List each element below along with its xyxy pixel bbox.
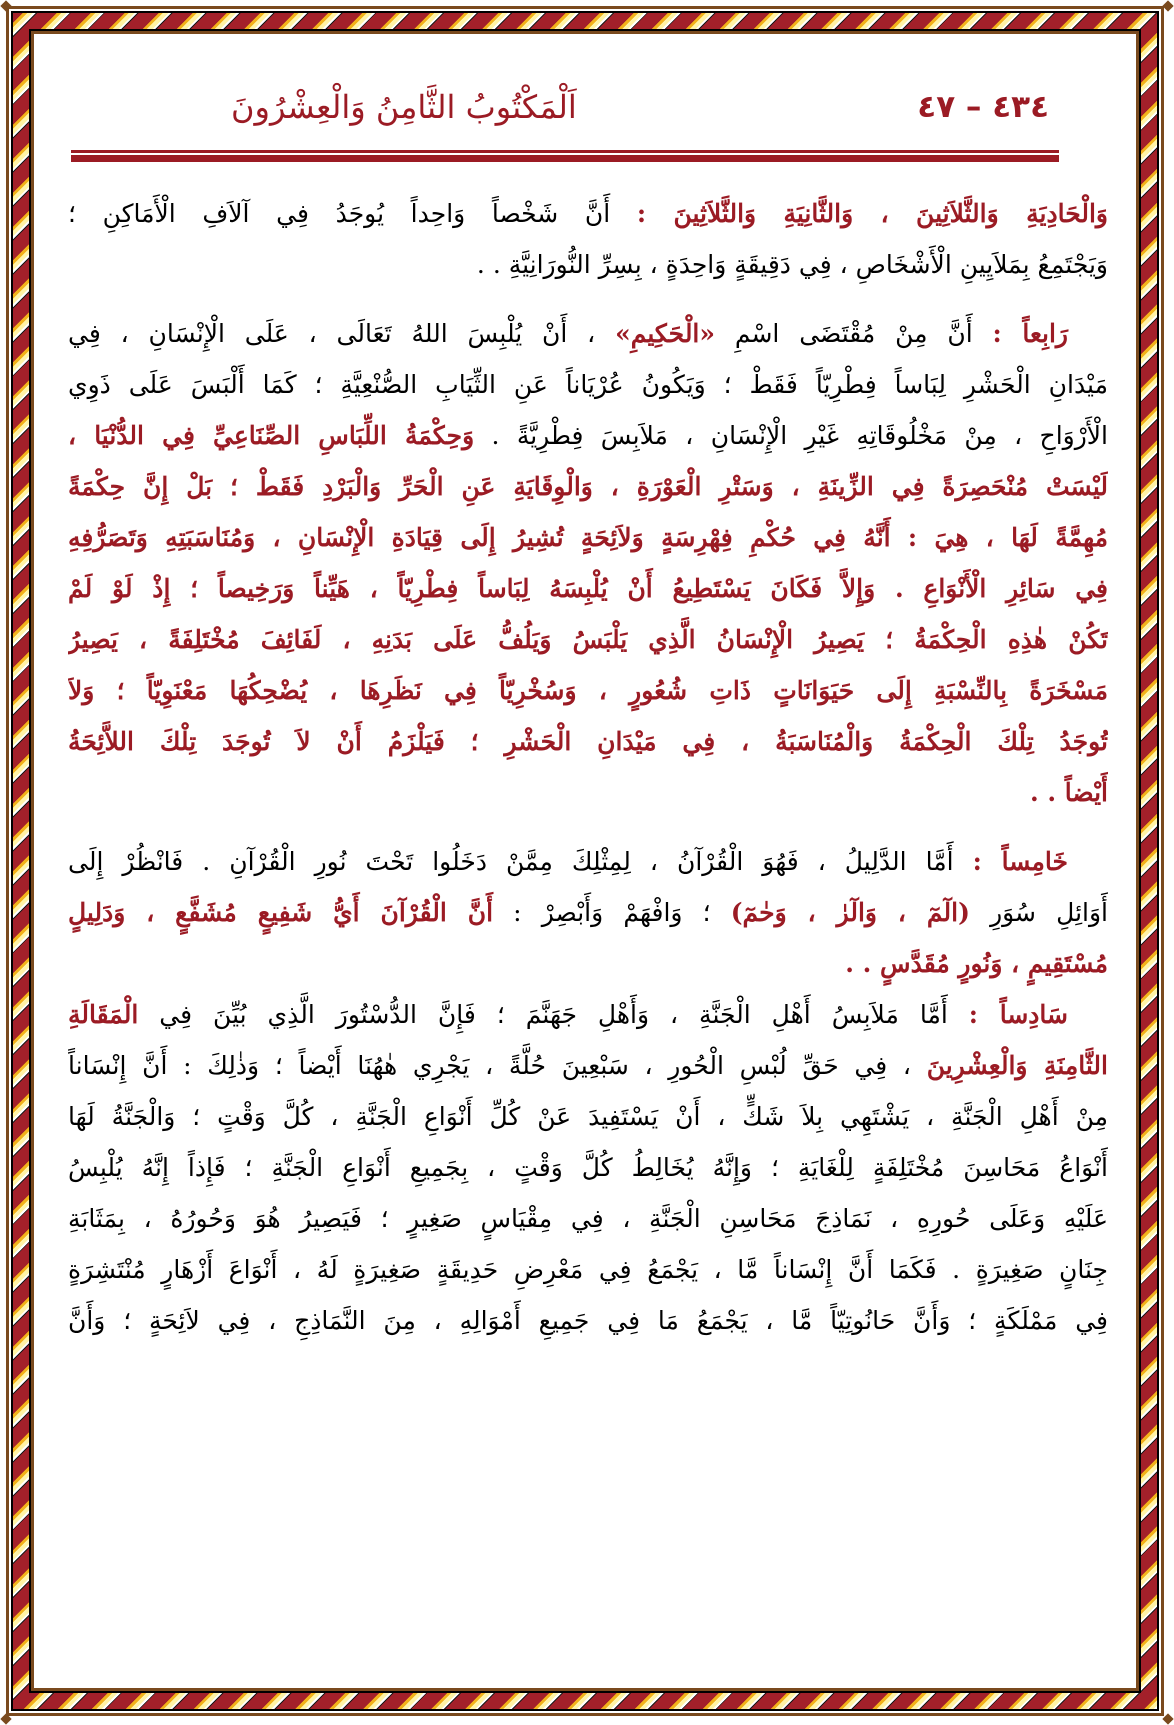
- plain-text: ؛ وَافْهَمْ وَأَبْصِرْ :: [493, 898, 731, 927]
- text-line: [68, 239, 1108, 290]
- corner-ornament-icon: [1162, 0, 1173, 11]
- header-rule-thin: [71, 150, 1059, 153]
- highlighted-text: مَسْخَرَةً بِالنِّسْبَةِ إِلَى حَيَوَانَاتٍ ذَاتِ شُعُورٍ ، وَسُخْرِيّاً فِي نَظَرِهَا ، يُضْحِكُهَا مَعْنَوِيّاً ؛ وَلاَ: [68, 676, 1108, 705]
- plain-text: أَمَّا مَلاَبِسُ أَهْلِ الْجَنَّةِ ، وَأَهْلِ جَهَنَّمَ ؛ فَإِنَّ الدُّسْتُورَ الَّذِي بُيِّنَ فِي: [138, 1000, 969, 1029]
- text-line: [68, 989, 1108, 1040]
- text-line: [68, 938, 1108, 989]
- text-line: [68, 1295, 1108, 1346]
- highlighted-text: أَنَّ الْقُرْآنَ أَيُّ شَفِيعٍ مُشَفَّعٍ ، وَدَلِيلٍ: [68, 898, 494, 927]
- text-line: [68, 410, 1108, 461]
- highlighted-text: (الٓمٓ ، وَالٓرٰ ، وَحٰمٓ): [730, 898, 970, 927]
- text-line: [68, 512, 1108, 563]
- highlighted-text: مُسْتَقِيمٍ ، وَنُورٍ مُقَدَّسٍ . .: [845, 949, 1108, 978]
- plain-text: عَلَيْهِ وَعَلَى حُورِهِ ، نَمَاذِجَ مَحَاسِنِ الْجَنَّةِ ، فِي مِقْيَاسٍ صَغِيرٍ ؛ فَيَصِيرُ هُوَ وَحُورُهُ ، بِمَثَابَةِ: [68, 1204, 1108, 1233]
- page-number: ٤٣٤ – ٤٧: [917, 89, 1049, 125]
- section-label-fourth: رَابِعاً :: [992, 319, 1069, 348]
- highlighted-text: مُهِمَّةً لَهَا ، هِيَ : أَنَّهُ فِي حُكْمِ فِهْرِسَةٍ وَلاَئِحَةٍ تُشِيرُ إِلَى قِيَادَةِ الْإِنْسَانِ ، وَمُنَاسَبَتِهِ وَتَصَرُّفِهِ: [68, 523, 1108, 552]
- section-label-sixth: سَادِساً :: [968, 1000, 1068, 1029]
- plain-text: أَنَّ مِنْ مُقْتَضَى اسْمِ: [715, 319, 993, 348]
- highlighted-text: وَالْحَادِيَةِ وَالثَّلاَثِينَ ، وَالثَّانِيَةِ وَالثَّلاَثِينَ :: [636, 199, 1108, 228]
- plain-text: الْأَرْوَاحِ ، مِنْ مَخْلُوقَاتِهِ غَيْرِ الْإِنْسَانِ ، مَلاَبِسَ فِطْرِيَّةً .: [474, 421, 1108, 450]
- section-label-fifth: خَامِساً :: [972, 847, 1068, 876]
- highlighted-text: أَيْضاً . .: [1029, 778, 1108, 807]
- text-line: [68, 887, 1108, 938]
- plain-text: جِنَانٍ صَغِيرَةٍ . فَكَمَا أَنَّ إِنْسَاناً مَّا ، يَجْمَعُ فِي مَعْرِضِ حَدِيقَةٍ صَغِيرَةٍ لَهُ ، أَنْوَاعَ أَزْهَارٍ مُنْتَشِرَةٍ: [68, 1255, 1108, 1284]
- text-line: [68, 1244, 1108, 1295]
- text-line: [68, 1193, 1108, 1244]
- text-line: [68, 767, 1108, 818]
- text-line: [68, 665, 1108, 716]
- text-line: [68, 563, 1108, 614]
- plain-text: مَيْدَانِ الْحَشْرِ لِبَاساً فِطْرِيّاً فَقَطْ ؛ وَيَكُونُ عُرْيَاناً عَنِ الثِّيَابِ الصُّنْعِيَّةِ ؛ كَمَا أَلْبَسَ عَلَى ذَوِي: [68, 370, 1108, 399]
- plain-text: فِي مَمْلَكَةٍ ؛ وَأَنَّ حَانُوتِيّاً مَّا ، يَجْمَعُ مَا فِي جَمِيعِ أَمْوَالِهِ ، مِنَ النَّمَاذِجِ ، فِي لاَئِحَةٍ ؛ وَأَنَّ: [68, 1306, 1108, 1335]
- page-header: [71, 82, 1059, 132]
- text-line: [68, 1091, 1108, 1142]
- highlighted-text: تُوجَدُ تِلْكَ الْحِكْمَةُ وَالْمُنَاسَبَةُ ، فِي مَيْدَانِ الْحَشْرِ ؛ فَيَلْزَمُ أَنْ لاَ تُوجَدَ تِلْكَ اللاَّئِحَةُ: [68, 727, 1108, 756]
- plain-text: أَنَّ شَخْصاً وَاحِداً يُوجَدُ فِي آلاَفِ الْأَمَاكِنِ ؛: [68, 199, 637, 228]
- highlighted-text: فِي سَائِرِ الْأَنْوَاعِ . وَإِلاَّ فَكَانَ يَسْتَطِيعُ أَنْ يُلْبِسَهُ لِبَاساً فِطْرِيّاً ، هَيِّناً وَرَخِيصاً ؛ إِذْ لَوْ لَمْ: [68, 574, 1108, 603]
- plain-text: أَنْوَاعُ مَحَاسِنَ مُخْتَلِفَةٍ لِلْغَايَةِ ؛ وَإِنَّهُ يُخَالِطُ كُلَّ وَقْتٍ ، بِجَمِيعِ أَنْوَاعِ الْجَنَّةِ ؛ فَإِذاً إِنَّهُ يُلْبِسُ: [68, 1153, 1108, 1182]
- highlighted-text: تَكُنْ هٰذِهِ الْحِكْمَةُ ؛ يَصِيرُ الْإِنْسَانُ الَّذِي يَلْبَسُ وَيَلُفُّ عَلَى بَدَنِهِ ، لَفَائِفَ مُخْتَلِفَةً ، يَصِيرُ: [68, 625, 1108, 654]
- text-line: [68, 1040, 1108, 1091]
- text-line: [68, 836, 1108, 887]
- text-line: [68, 359, 1108, 410]
- text-line: [68, 716, 1108, 767]
- highlighted-text: «الْحَكِيمِ»: [615, 319, 716, 348]
- plain-text: وَيَجْتَمِعُ بِمَلاَيِينِ الْأَشْخَاصِ ، فِي دَقِيقَةٍ وَاحِدَةٍ ، بِسِرِّ النُّورَانِيَّةِ . .: [476, 250, 1108, 279]
- plain-text: مِنْ أَهْلِ الْجَنَّةِ ، يَشْتَهِي بِلاَ شَكٍّ ، أَنْ يَسْتَفِيدَ عَنْ كُلِّ أَنْوَاعِ الْجَنَّةِ ، كُلَّ وَقْتٍ ؛ وَالْجَنَّةُ لَهَا: [68, 1102, 1108, 1131]
- text-line: [68, 188, 1108, 239]
- plain-text: أَمَّا الدَّلِيلُ ، فَهُوَ الْقُرْآنُ ، لِمِثْلِكَ مِمَّنْ دَخَلُوا تَحْتَ نُورِ الْقُرْآنِ . فَانْظُرْ إِلَى: [68, 847, 973, 876]
- text-line: [68, 461, 1108, 512]
- body-text: [68, 188, 1108, 1346]
- text-line: [68, 308, 1108, 359]
- chapter-title: اَلْمَكْتُوبُ الثَّامِنُ وَالْعِشْرُونَ: [231, 88, 577, 126]
- text-line: [68, 614, 1108, 665]
- plain-text: أَوَائِلِ سُوَرِ: [969, 898, 1108, 927]
- text-line: [68, 1142, 1108, 1193]
- plain-text: ، أَنْ يُلْبِسَ اللهُ تَعَالَى ، عَلَى الْإِنْسَانِ ، فِي: [68, 319, 616, 348]
- header-rule-thick: [71, 155, 1059, 162]
- highlighted-text: لَيْسَتْ مُنْحَصِرَةً فِي الزِّينَةِ ، وَسَتْرِ الْعَوْرَةِ ، وَالْوِقَايَةِ عَنِ الْحَرِّ وَالْبَرْدِ فَقَطْ ؛ بَلْ إِنَّ حِكْمَةً: [68, 472, 1108, 501]
- plain-text: ، فِي حَقِّ لُبْسِ الْحُورِ ، سَبْعِينَ حُلَّةً ، يَجْرِي هٰهُنَا أَيْضاً ؛ وَذٰلِكَ : أَنَّ إِنْسَاناً: [68, 1051, 927, 1080]
- highlighted-text: وَحِكْمَةُ اللِّبَاسِ الصِّنَاعِيِّ فِي الدُّنْيَا ،: [68, 421, 475, 450]
- corner-ornament-icon: [1162, 1713, 1173, 1724]
- highlighted-text: الثَّامِنَةِ وَالْعِشْرِينَ: [926, 1051, 1108, 1080]
- highlighted-text: الْمَقَالَةِ: [68, 1000, 139, 1029]
